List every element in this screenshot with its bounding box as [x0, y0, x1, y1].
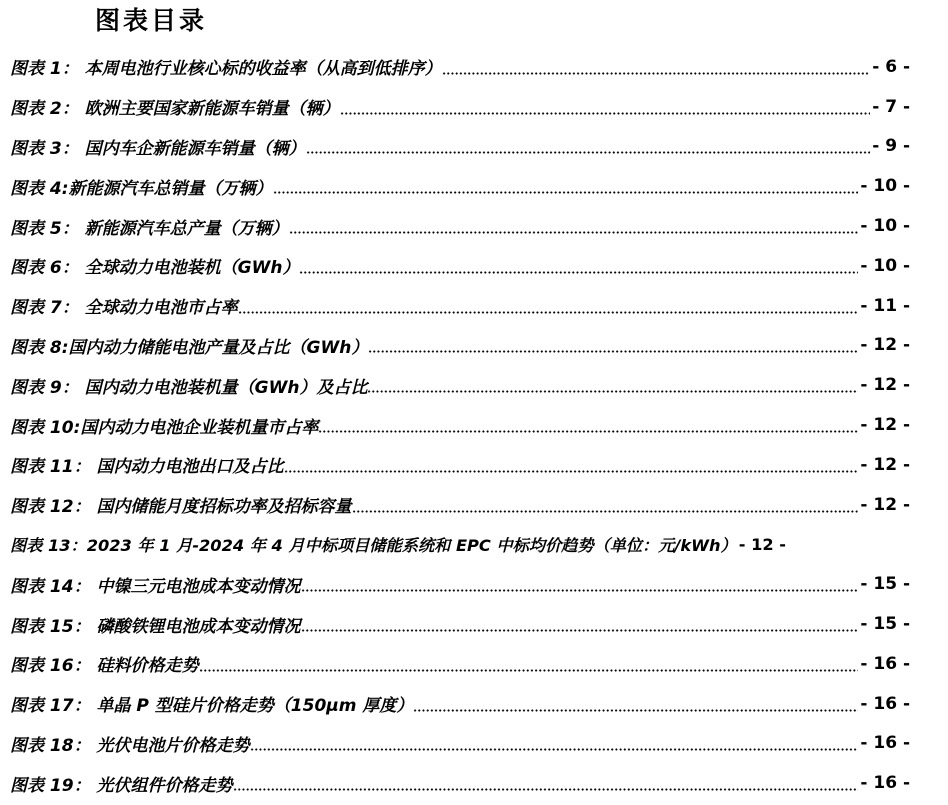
- toc-entry-label: 图表 15： 磷酸铁锂电池成本变动情况: [10, 616, 301, 637]
- toc-entry-page: - 10 -: [860, 216, 910, 237]
- toc-entry-page: - 12 -: [860, 415, 910, 436]
- toc-entry-page: - 10 -: [860, 176, 910, 197]
- toc-entry-16[interactable]: [10, 644, 910, 684]
- toc-entry-label: 图表 14： 中镍三元电池成本变动情况: [10, 576, 301, 597]
- toc-dot-leader: [367, 387, 858, 393]
- toc-entry-19[interactable]: [10, 763, 910, 803]
- toc-list: [10, 47, 910, 803]
- toc-entry-11[interactable]: [10, 445, 910, 485]
- toc-entry-label: 图表 1： 本周电池行业核心标的收益率（从高到低排序）: [10, 59, 442, 80]
- toc-entry-4[interactable]: [10, 166, 910, 206]
- toc-entry-13[interactable]: [10, 525, 910, 565]
- toc-entry-3[interactable]: [10, 127, 910, 167]
- toc-dot-leader: [284, 467, 859, 473]
- toc-entry-label: 图表 17： 单晶 P 型硅片价格走势（150μm 厚度）: [10, 696, 414, 717]
- toc-entry-page: - 6 -: [872, 56, 910, 77]
- toc-entry-page: - 12 -: [860, 494, 910, 515]
- toc-entry-page: - 12 -: [860, 335, 910, 356]
- toc-dot-leader: [301, 586, 859, 592]
- toc-entry-page: - 12 -: [860, 454, 910, 475]
- toc-dot-leader: [318, 427, 858, 433]
- toc-dot-leader: [413, 706, 858, 712]
- toc-entry-page: - 7 -: [872, 96, 910, 117]
- toc-entry-15[interactable]: [10, 604, 910, 644]
- toc-entry-label: 图表 7： 全球动力电池市占率: [10, 298, 238, 319]
- toc-entry-1[interactable]: [10, 47, 910, 87]
- toc-entry-7[interactable]: [10, 286, 910, 326]
- toc-entry-page: - 10 -: [860, 255, 910, 276]
- toc-dot-leader: [233, 785, 859, 791]
- toc-entry-page: - 16 -: [860, 693, 910, 714]
- toc-dot-leader: [306, 148, 871, 154]
- toc-dot-leader: [273, 188, 859, 194]
- toc-entry-label: 图表 9： 国内动力电池装机量（GWh）及占比: [10, 377, 368, 398]
- toc-entry-10[interactable]: [10, 405, 910, 445]
- toc-entry-label: 图表 5： 新能源汽车总产量（万辆）: [10, 218, 289, 239]
- toc-dot-leader: [199, 666, 859, 672]
- toc-entry-17[interactable]: [10, 684, 910, 724]
- toc-entry-18[interactable]: [10, 724, 910, 764]
- toc-dot-leader: [442, 69, 871, 75]
- toc-dot-leader: [340, 109, 871, 115]
- toc-entry-5[interactable]: [10, 206, 910, 246]
- toc-entry-label: 图表 19： 光伏组件价格走势: [10, 775, 233, 796]
- toc-entry-page: - 15 -: [860, 614, 910, 635]
- toc-entry-page: - 16 -: [860, 733, 910, 754]
- toc-entry-label: 图表 3： 国内车企新能源车销量（辆）: [10, 138, 306, 159]
- toc-entry-8[interactable]: [10, 326, 910, 366]
- toc-entry-12[interactable]: [10, 485, 910, 525]
- toc-entry-label: 图表 18： 光伏电池片价格走势: [10, 735, 250, 756]
- toc-dot-leader: [301, 626, 859, 632]
- toc-entry-label: 图表 11： 国内动力电池出口及占比: [10, 457, 284, 478]
- toc-entry-6[interactable]: [10, 246, 910, 286]
- toc-entry-page: - 12 -: [860, 375, 910, 396]
- toc-entry-page: - 11 -: [860, 295, 910, 316]
- toc-dot-leader: [250, 745, 859, 751]
- toc-entry-label: 图表 13：2023 年 1 月-2024 年 4 月中标项目储能系统和 EPC 中标均价趋势（单位：元/kWh）: [10, 536, 737, 556]
- toc-dot-leader: [289, 228, 859, 234]
- toc-dot-leader: [238, 308, 859, 314]
- toc-entry-page: - 15 -: [860, 574, 910, 595]
- toc-dot-leader: [352, 507, 859, 513]
- toc-entry-label: 图表 6： 全球动力电池装机（GWh）: [10, 258, 300, 279]
- toc-entry-label: 图表 16： 硅料价格走势: [10, 656, 199, 677]
- toc-title: 图表目录: [95, 6, 208, 35]
- toc-entry-label: 图表 2： 欧洲主要国家新能源车销量（辆）: [10, 99, 340, 120]
- toc-entry-label: 图表 8:国内动力储能电池产量及占比（GWh）: [10, 337, 369, 358]
- toc-entry-page: - 9 -: [872, 136, 910, 157]
- toc-entry-label: 图表 10:国内动力电池企业装机量市占率: [10, 417, 319, 438]
- toc-entry-2[interactable]: [10, 87, 910, 127]
- toc-entry-page: - 16 -: [860, 653, 910, 674]
- toc-entry-label: 图表 12： 国内储能月度招标功率及招标容量: [10, 497, 352, 518]
- toc-entry-page: - 16 -: [860, 773, 910, 794]
- toc-dot-leader: [368, 347, 858, 353]
- toc-entry-9[interactable]: [10, 365, 910, 405]
- toc-entry-14[interactable]: [10, 564, 910, 604]
- toc-dot-leader: [299, 268, 858, 274]
- toc-entry-page: - 12 -: [738, 534, 786, 554]
- toc-entry-label: 图表 4:新能源汽车总销量（万辆）: [10, 178, 273, 199]
